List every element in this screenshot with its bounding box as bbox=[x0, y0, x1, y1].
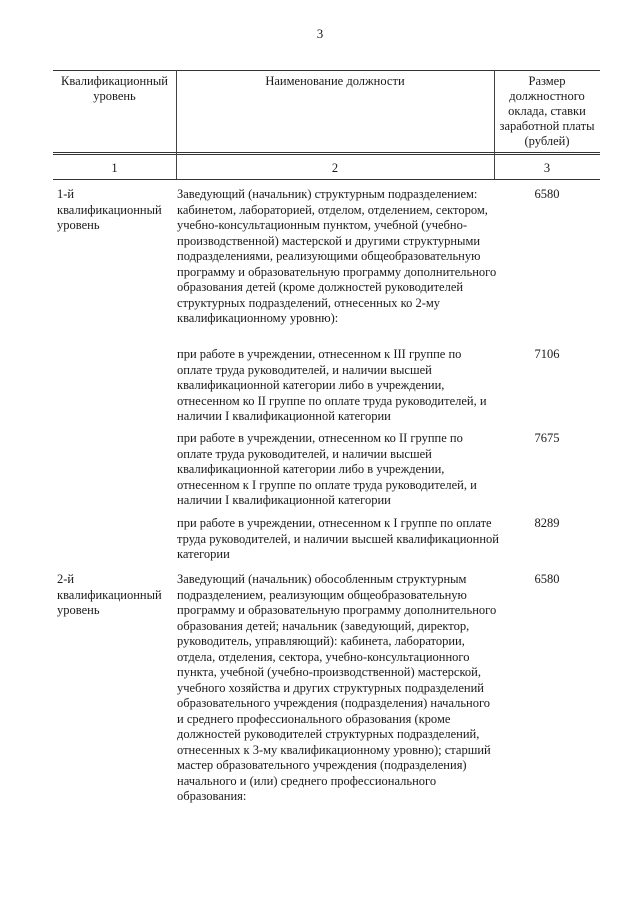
qualification-level: 1-й квалификационный уровень bbox=[57, 187, 162, 232]
header-position-name: Наименование должности bbox=[265, 74, 405, 88]
column-number: 3 bbox=[543, 161, 551, 175]
salary-amount: 7106 bbox=[534, 347, 560, 361]
position-description: Заведующий (начальник) обособленным структурным подразделением, реализующим общеобразовательную программу и образовательную программу дополнительного образования детей; начальник (заведующий, директор, руководитель, управляющий): кабинета, лаборатории, отдела, отделения, сектора, учебно-консультационного пункта, учебной (учебно-производственной) мастерской, учебного хозяйства и других структурных подразделений образовательного учреждения (подразделения) начального и среднего профессионального образования (кроме должностей руководителей структурных подразделений, отнесенных к 3-му квалификационному уровню); старший мастер образовательного учреждения (подразделения) начального и (или) среднего профессионального образования: bbox=[177, 572, 497, 803]
page-number: 3 bbox=[316, 26, 324, 41]
header-salary: Размер должностного оклада, ставки заработной платы (рублей) bbox=[499, 74, 595, 148]
header-qualification-level: Квалификационный уровень bbox=[61, 74, 168, 103]
column-number: 1 bbox=[111, 161, 118, 175]
salary-amount: 6580 bbox=[534, 572, 560, 586]
salary-amount: 8289 bbox=[534, 516, 560, 530]
position-description: при работе в учреждении, отнесенном к III группе по оплате труда руководителей, и наличии высшей квалификационной категории либо в учреждении, отнесенном ко II группе по оплате труда руководителей, и наличии I квалификационной категории bbox=[177, 347, 487, 423]
position-description: при работе в учреждении, отнесенном к I группе по оплате труда руководителей, и наличии высшей квалификационной категории bbox=[177, 516, 499, 561]
column-number: 2 bbox=[331, 161, 339, 175]
qualification-level: 2-й квалификационный уровень bbox=[57, 572, 162, 617]
position-description: при работе в учреждении, отнесенном ко II группе по оплате труда руководителей, и наличии высшей квалификационной категории либо в учреждении, отнесенном к I группе по оплате труда руководителей, и наличии I квалификационной категории bbox=[177, 431, 477, 507]
salary-amount: 6580 bbox=[534, 187, 560, 201]
column-number-divider bbox=[53, 179, 600, 180]
header-divider-double bbox=[53, 154, 600, 155]
table-top-border bbox=[53, 70, 600, 71]
position-description: Заведующий (начальник) структурным подразделением: кабинетом, лабораторией, отделом, отделением, сектором, учебно-консультационным пунктом, учебной (учебно-производственной) мастерской и другими структурными подразделениями, реализующими общеобразовательную программу и образовательную программу дополнительного образования детей (кроме должностей руководителей структурных подразделений, отнесенных ко 2-му квалификационному уровню): bbox=[177, 187, 497, 325]
header-divider bbox=[53, 152, 600, 153]
salary-amount: 7675 bbox=[534, 431, 560, 445]
